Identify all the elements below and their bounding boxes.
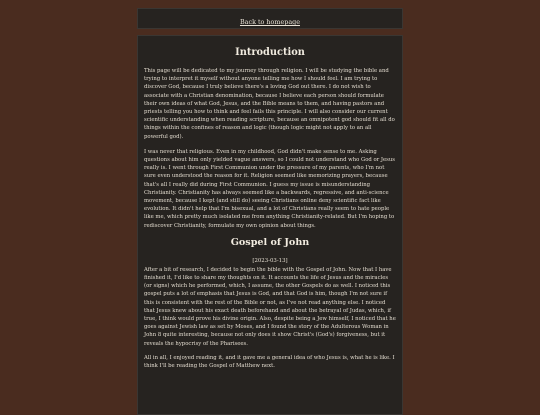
main-content xyxy=(137,35,403,415)
introduction-heading: Introduction xyxy=(235,47,305,58)
nav-bar xyxy=(137,8,403,29)
back-to-homepage-link[interactable]: Back to homepage xyxy=(239,18,300,26)
gospel-paragraph: All in all, I enjoyed reading it, and it gave me a general idea of who Jesus is, what he is like. I think I'll be reading the Gospel of Matthew next. xyxy=(144,354,395,370)
entry-date: [2023-03-13] xyxy=(252,257,288,264)
gospel-paragraph: After a bit of research, I decided to begin the bible with the Gospel of John. Now that I have finished it, I'd like to share my thoughts on it. It accounts the life of Jesus and the miracles (or signs) which he performed, which, I assume, the other Gospels do as well. I noticed this gospel puts a lot of emphasis that Jesus is God, and that God is him, though I'm not sure if this is consistent with the rest of the Bible or not, as I've not read anything else. I noticed that Jesus knew about his exact death beforehand and about the betrayal of Judas, which, if true, I think would prove his divine origin. Also, despite being a Jew himself, I noticed that he goes against Jewish law as set by Moses, and I found the story of the Adulterous Woman in John 8 quite interesting, because not only does it show Christ's (God's) forgiveness, but it reveals the hypocrisy of the Pharisees. xyxy=(144,266,396,347)
introduction-paragraph: This page will be dedicated to my journey through religion. I will be studying the bible and trying to interpret it myself without anyone telling me how I should feel. I am trying to discover God, because I truly believe there's a loving God out there. I do not wish to associate with a Christian denomination, because I believe each person should formulate their own ideas of what God, Jesus, and the Bible means to them, and having pastors and priests telling you how to think and feel fails this principle. I will also consider our current scientific understanding when reading scripture, because an omnipotent god should fit all do things within the confines of reason and logic (though logic might not apply to an all powerful god). xyxy=(144,68,395,140)
gospel-of-john-heading: Gospel of John xyxy=(230,236,310,248)
introduction-paragraph: I was never that religious. Even in my childhood, God didn't make sense to me. Asking questions about him only yielded vague answers, so I could not understand who God or Jesus really is. I went through First Communion under the pressure of my parents, who I'm not sure even understood the reason for it. Religion seemed like memorizing prayers, because that's all I really did during First Communion. I guess my issue is misunderstanding Christianity. Christianity has always seemed like a backwards, regressive, and anti-science movement, because I kept (and still do) seeing Christians online deny scientific fact like evolution. It didn't help that I'm bisexual, and a lot of Christians really seem to hate people like me, which pretty much isolated me from anything Christianity-related. But I'm hoping to rediscover Christianity, formulate my own opinion about things. xyxy=(144,148,395,229)
